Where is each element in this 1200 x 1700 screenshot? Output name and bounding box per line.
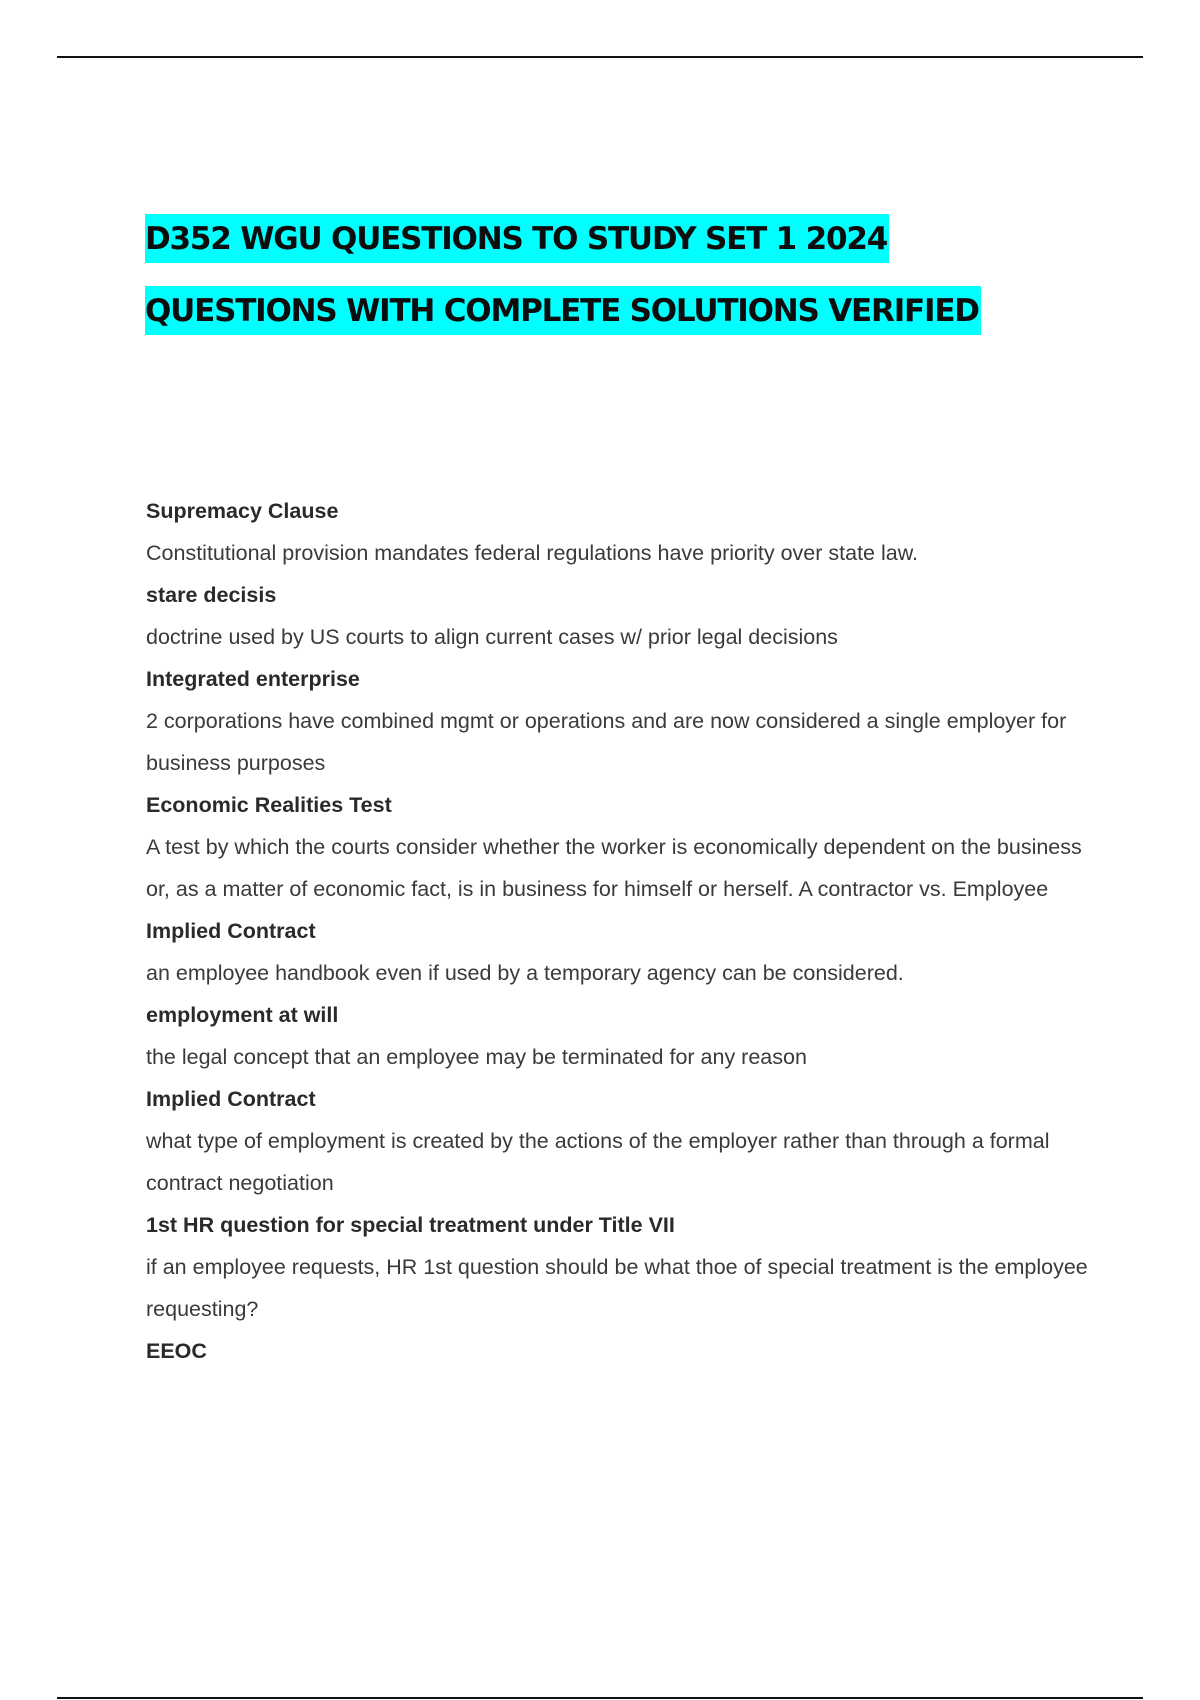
term: Implied Contract <box>146 1087 316 1111</box>
term: Economic Realities Test <box>146 793 392 817</box>
qa-entry <box>146 994 1096 1078</box>
qa-entry <box>146 574 1096 658</box>
definition: A test by which the courts consider whether the worker is economically dependent on the business or, as a matter of economic fact, is in business for himself or herself. A contractor vs. Employee <box>146 835 1082 901</box>
definition: if an employee requests, HR 1st question should be what thoe of special treatment is the employee requesting? <box>146 1255 1088 1321</box>
qa-entry <box>146 658 1096 784</box>
definition: an employee handbook even if used by a temporary agency can be considered. <box>146 961 904 985</box>
qa-entry <box>146 1204 1096 1330</box>
definition: Constitutional provision mandates federal regulations have priority over state law. <box>146 541 919 565</box>
definition: what type of employment is created by the actions of the employer rather than through a formal contract negotiation <box>146 1129 1050 1195</box>
qa-entry <box>146 784 1096 910</box>
header-rule <box>57 56 1143 58</box>
term: employment at will <box>146 1003 339 1027</box>
qa-entry <box>146 1330 1096 1372</box>
qa-entry <box>146 490 1096 574</box>
definition: doctrine used by US courts to align current cases w/ prior legal decisions <box>146 625 838 649</box>
definition: the legal concept that an employee may be terminated for any reason <box>146 1045 807 1069</box>
term: Integrated enterprise <box>146 667 360 691</box>
definition: 2 corporations have combined mgmt or operations and are now considered a single employer for business purposes <box>146 709 1067 775</box>
qa-list <box>146 490 1096 1372</box>
term: 1st HR question for special treatment under Title VII <box>146 1213 675 1237</box>
qa-entry <box>146 1078 1096 1204</box>
qa-entry <box>146 910 1096 994</box>
title-line-1: D352 WGU QUESTIONS TO STUDY SET 1 2024 <box>145 214 889 263</box>
term: Supremacy Clause <box>146 499 339 523</box>
term: stare decisis <box>146 583 277 607</box>
term: EEOC <box>146 1339 207 1363</box>
term: Implied Contract <box>146 919 316 943</box>
footer-rule <box>57 1697 1143 1699</box>
title-line-2: QUESTIONS WITH COMPLETE SOLUTIONS VERIFIED <box>145 286 981 335</box>
